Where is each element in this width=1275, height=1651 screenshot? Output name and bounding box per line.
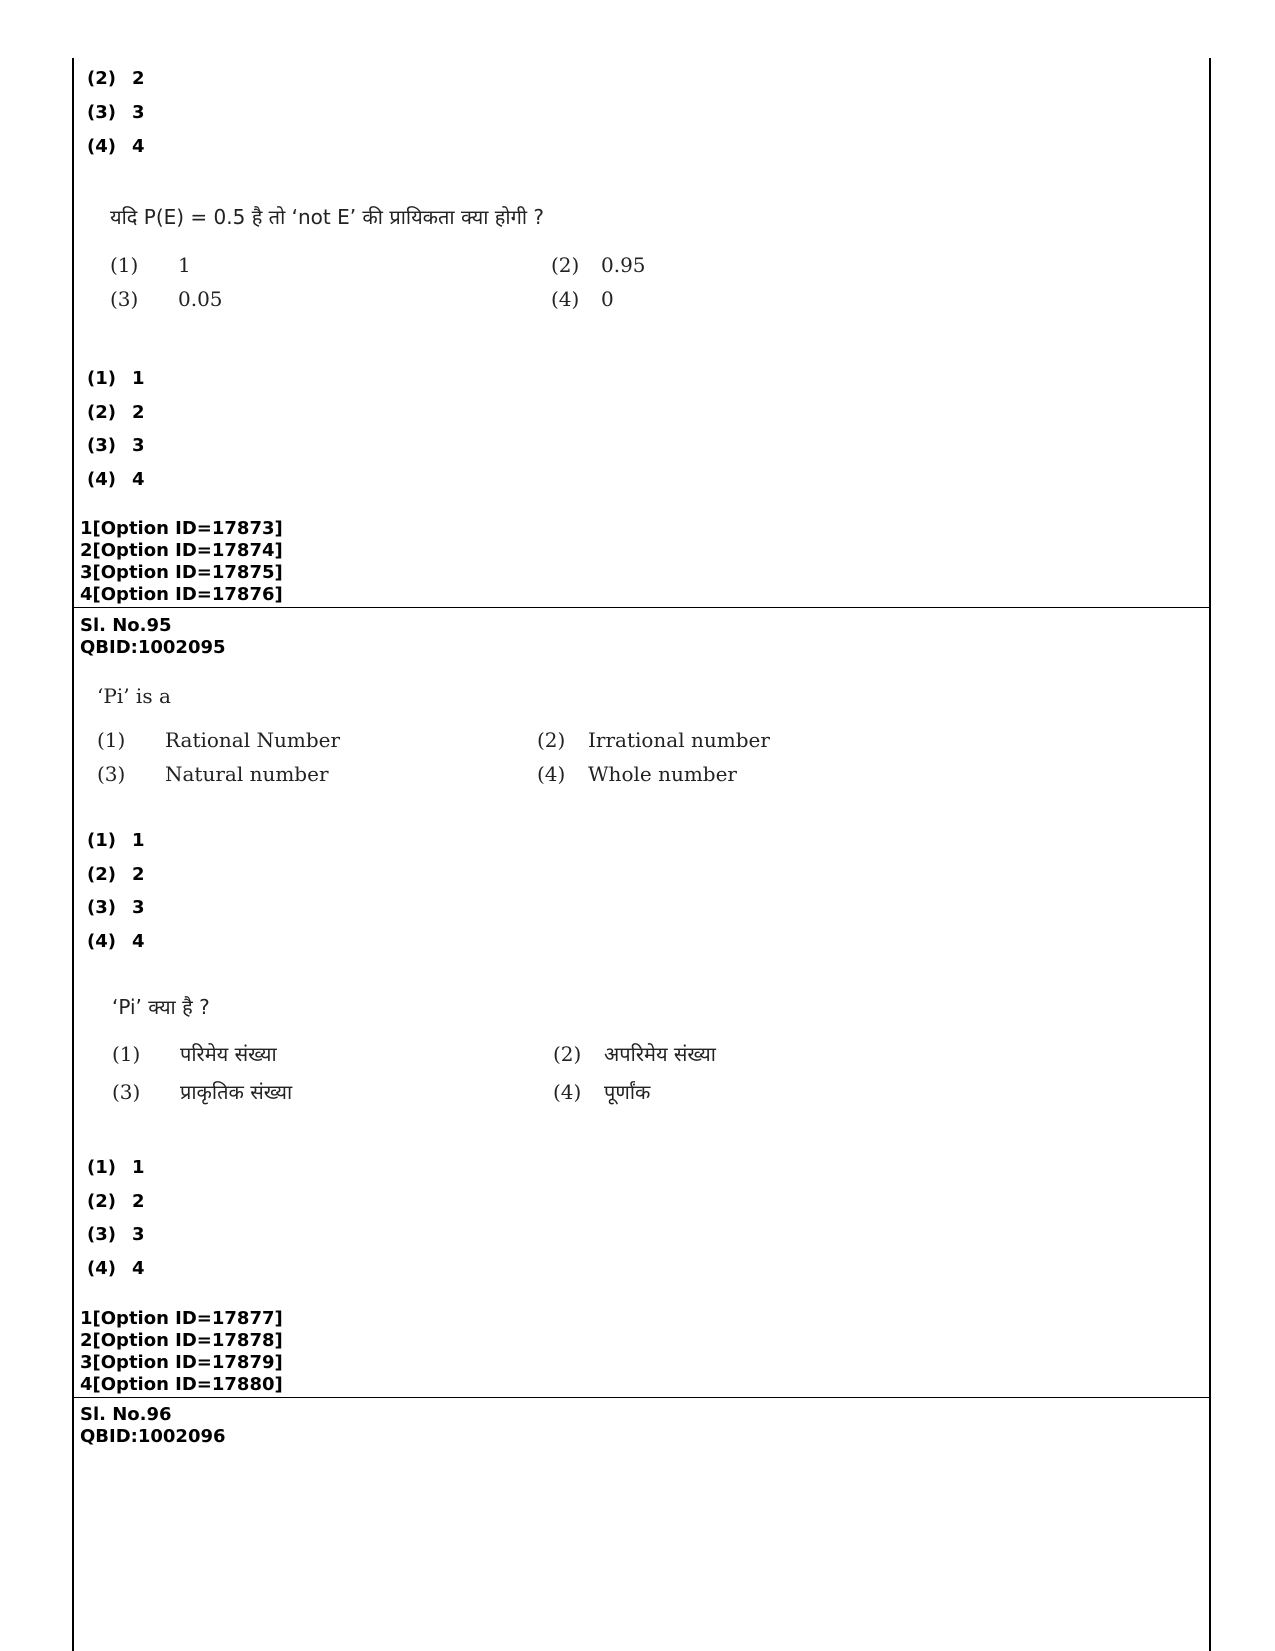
option-text: 1	[178, 253, 191, 277]
question-text-english: ‘Pi’ is a	[97, 684, 171, 708]
option-text: Irrational number	[588, 728, 770, 752]
answer-choice: (2) 2	[87, 1191, 145, 1212]
option-text: 0	[601, 287, 614, 311]
answer-choice: (1) 1	[87, 830, 145, 851]
question-header	[80, 1404, 226, 1448]
option-text: 0.95	[601, 253, 646, 277]
option-text: अपरिमेय संख्या	[604, 1042, 716, 1066]
answer-choice: (3) 3	[87, 102, 145, 123]
option-text: Natural number	[165, 762, 329, 786]
option-id: 3[Option ID=17875]	[80, 562, 283, 583]
answer-choice: (1) 1	[87, 1157, 145, 1178]
row-divider	[72, 1397, 1211, 1398]
option-id-list	[80, 1308, 283, 1396]
option-id: 1[Option ID=17873]	[80, 518, 283, 539]
option-number: (4)	[537, 762, 566, 786]
option-id: 2[Option ID=17878]	[80, 1330, 283, 1351]
question-header	[80, 615, 226, 659]
answer-choice: (2) 2	[87, 864, 145, 885]
question-text-hindi: यदि P(E) = 0.5 है तो ‘not E’ की प्रायिकता क्या होगी ?	[110, 205, 545, 229]
option-number: (3)	[97, 762, 126, 786]
answer-choice: (4) 4	[87, 1258, 145, 1279]
option-number: (4)	[551, 287, 580, 311]
option-text: प्राकृतिक संख्या	[180, 1080, 293, 1104]
question-table-frame	[72, 58, 1211, 1651]
answer-choice: (2) 2	[87, 68, 145, 89]
option-id: 2[Option ID=17874]	[80, 540, 283, 561]
option-number: (2)	[553, 1042, 582, 1066]
answer-choice: (3) 3	[87, 1224, 145, 1245]
answer-choice: (2) 2	[87, 402, 145, 423]
option-id: 4[Option ID=17880]	[80, 1374, 283, 1395]
option-id: 1[Option ID=17877]	[80, 1308, 283, 1329]
option-number: (1)	[110, 253, 139, 277]
option-text: 0.05	[178, 287, 223, 311]
option-text: पूर्णांक	[604, 1080, 651, 1104]
qbid: QBID:1002096	[80, 1426, 226, 1447]
option-id-list	[80, 518, 283, 606]
option-id: 3[Option ID=17879]	[80, 1352, 283, 1373]
answer-choice: (4) 4	[87, 931, 145, 952]
answer-choice: (4) 4	[87, 136, 145, 157]
serial-number: Sl. No.95	[80, 615, 172, 636]
answer-choice: (4) 4	[87, 469, 145, 490]
option-number: (4)	[553, 1080, 582, 1104]
option-number: (2)	[537, 728, 566, 752]
option-id: 4[Option ID=17876]	[80, 584, 283, 605]
option-number: (1)	[112, 1042, 141, 1066]
option-number: (1)	[97, 728, 126, 752]
serial-number: Sl. No.96	[80, 1404, 172, 1425]
option-number: (2)	[551, 253, 580, 277]
answer-choice: (3) 3	[87, 435, 145, 456]
option-number: (3)	[110, 287, 139, 311]
option-text: परिमेय संख्या	[180, 1042, 277, 1066]
answer-choice: (3) 3	[87, 897, 145, 918]
row-divider	[72, 607, 1211, 608]
qbid: QBID:1002095	[80, 637, 226, 658]
question-text-hindi: ‘Pi’ क्या है ?	[112, 995, 210, 1019]
option-text: Whole number	[588, 762, 737, 786]
option-text: Rational Number	[165, 728, 341, 752]
option-number: (3)	[112, 1080, 141, 1104]
answer-choice: (1) 1	[87, 368, 145, 389]
